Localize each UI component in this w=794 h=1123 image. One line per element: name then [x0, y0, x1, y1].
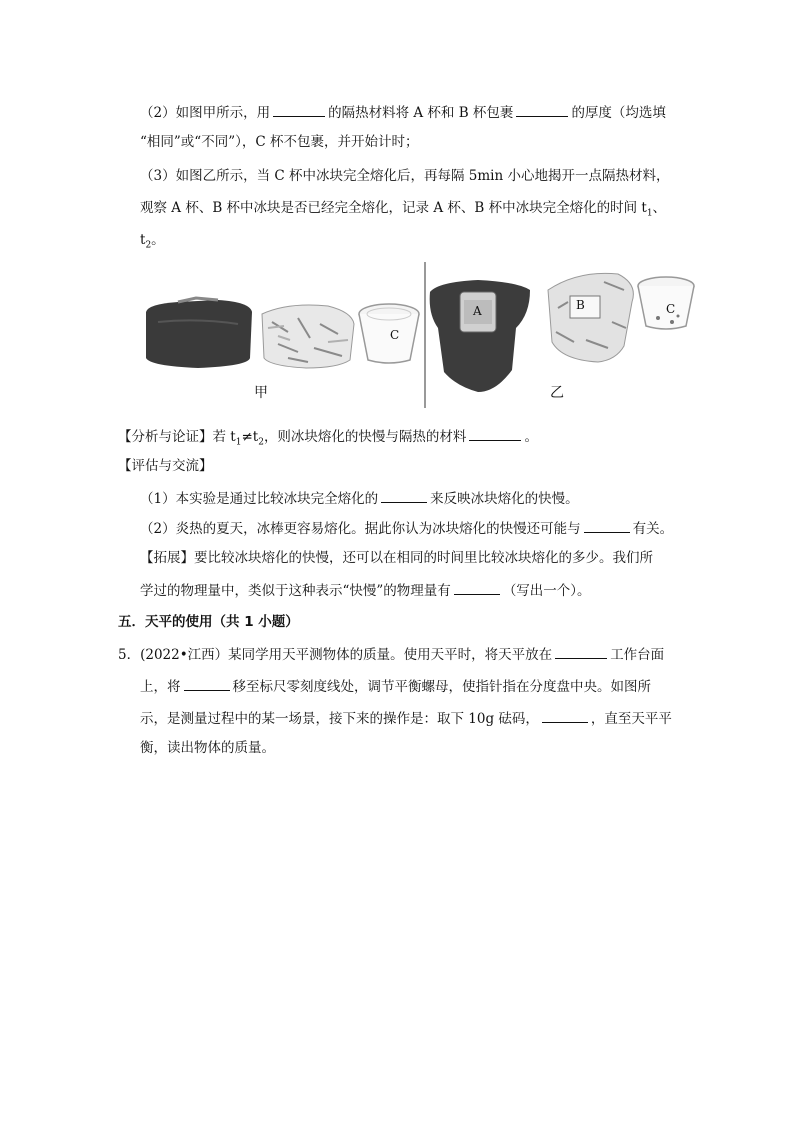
text-line-2	[140, 132, 418, 152]
text: （3）如图乙所示，当 C 杯中冰块完全熔化后，再每隔 5min 小心地揭开一点隔热材料，	[140, 168, 670, 184]
answer-blank[interactable]	[184, 676, 230, 691]
analysis-heading: 【分析与论证】	[118, 429, 213, 445]
figure-label-jia: 甲	[254, 385, 268, 401]
extension-line-2	[140, 580, 591, 601]
opened-cup-dark-yi	[430, 280, 530, 392]
text: 示，是测量过程中的某一场景，接下来的操作是：取下 10g 砝码，	[140, 711, 539, 727]
subscript: 1	[235, 437, 242, 448]
text-line-3	[140, 166, 670, 186]
answer-blank[interactable]	[542, 708, 588, 723]
text: 上，将	[140, 679, 181, 695]
text: 的厚度（均选填	[571, 105, 666, 121]
text: ，直至天平平	[590, 711, 672, 727]
question-5-line-3	[140, 708, 672, 729]
text: 五．天平的使用（共 1 小题）	[118, 614, 299, 630]
experiment-figure	[138, 262, 698, 410]
cup-label-a: A	[473, 304, 482, 318]
subscript: 1	[646, 208, 653, 219]
text: 衡，读出物体的质量。	[140, 740, 275, 756]
text-line-1	[140, 102, 666, 123]
extension-line-1	[140, 548, 653, 568]
opened-cup-white-yi	[548, 273, 633, 362]
question-5-line-4	[140, 738, 275, 758]
text: 【评估与交流】	[118, 458, 213, 474]
analysis-line	[118, 426, 538, 453]
text: 若 t	[212, 429, 236, 445]
answer-blank[interactable]	[454, 580, 500, 595]
question-5-line-2	[140, 676, 651, 697]
text: “相同”或“不同”），C 杯不包裹，并开始计时；	[140, 134, 419, 150]
evaluation-heading	[118, 456, 213, 476]
text: 、	[652, 200, 667, 216]
text: 。	[524, 429, 538, 445]
subscript: 2	[145, 240, 152, 251]
cup-label-c-yi: C	[666, 302, 676, 316]
evaluation-line-1	[140, 488, 579, 509]
text-line-4	[140, 198, 666, 224]
text: 来反映冰块熔化的快慢。	[430, 491, 579, 507]
wrapped-cup-white-jia	[262, 305, 354, 368]
extension-heading: 【拓展】	[140, 550, 194, 566]
subscript: 2	[258, 437, 264, 448]
answer-blank[interactable]	[381, 488, 427, 503]
text: （1）本实验是通过比较冰块完全熔化的	[140, 491, 379, 507]
text: 移至标尺零刻度线处，调节平衡螺母，使指针指在分度盘中央。如图所	[232, 679, 651, 695]
answer-blank[interactable]	[555, 644, 607, 659]
text: 观察 A 杯、B 杯中冰块是否已经完全熔化，记录 A 杯、B 杯中冰块完全熔化的时间 t	[140, 200, 647, 216]
text: t	[140, 232, 146, 248]
text: ，则冰块熔化的快慢与隔热的材料	[263, 429, 467, 445]
text: （2）炎热的夏天，冰棒更容易熔化。据此你认为冰块熔化的快慢还可能与	[140, 521, 581, 537]
text: 工作台面	[610, 647, 665, 663]
text: 有关。	[632, 521, 674, 537]
text: 要比较冰块熔化的快慢，还可以在相同的时间里比较冰块熔化的多少。我们所	[194, 550, 653, 566]
answer-blank[interactable]	[273, 102, 325, 117]
section-heading-5	[118, 612, 299, 632]
text: ≠t	[241, 429, 259, 445]
text: （2）如图甲所示，用	[140, 105, 271, 121]
figure-label-yi: 乙	[550, 385, 564, 401]
answer-blank[interactable]	[516, 102, 568, 117]
text: 。	[151, 232, 165, 248]
text: 5．(2022•江西）某同学用天平测物体的质量。使用天平时，将天平放在	[118, 647, 553, 663]
figure-illustration	[138, 262, 698, 410]
answer-blank[interactable]	[584, 518, 630, 533]
wrapped-cup-dark-jia	[146, 298, 252, 368]
plain-cup-jia	[359, 304, 419, 363]
text: 的隔热材料将 A 杯和 B 杯包裹	[328, 105, 514, 121]
text: 学过的物理量中，类似于这种表示“快慢”的物理量有	[140, 583, 451, 599]
evaluation-line-2	[140, 518, 673, 539]
cup-label-c-jia: C	[390, 328, 400, 342]
question-5-line-1	[118, 644, 664, 665]
text-line-5	[140, 230, 165, 256]
cup-label-b: B	[576, 298, 585, 312]
text: （写出一个）。	[502, 583, 591, 599]
answer-blank[interactable]	[469, 426, 521, 441]
